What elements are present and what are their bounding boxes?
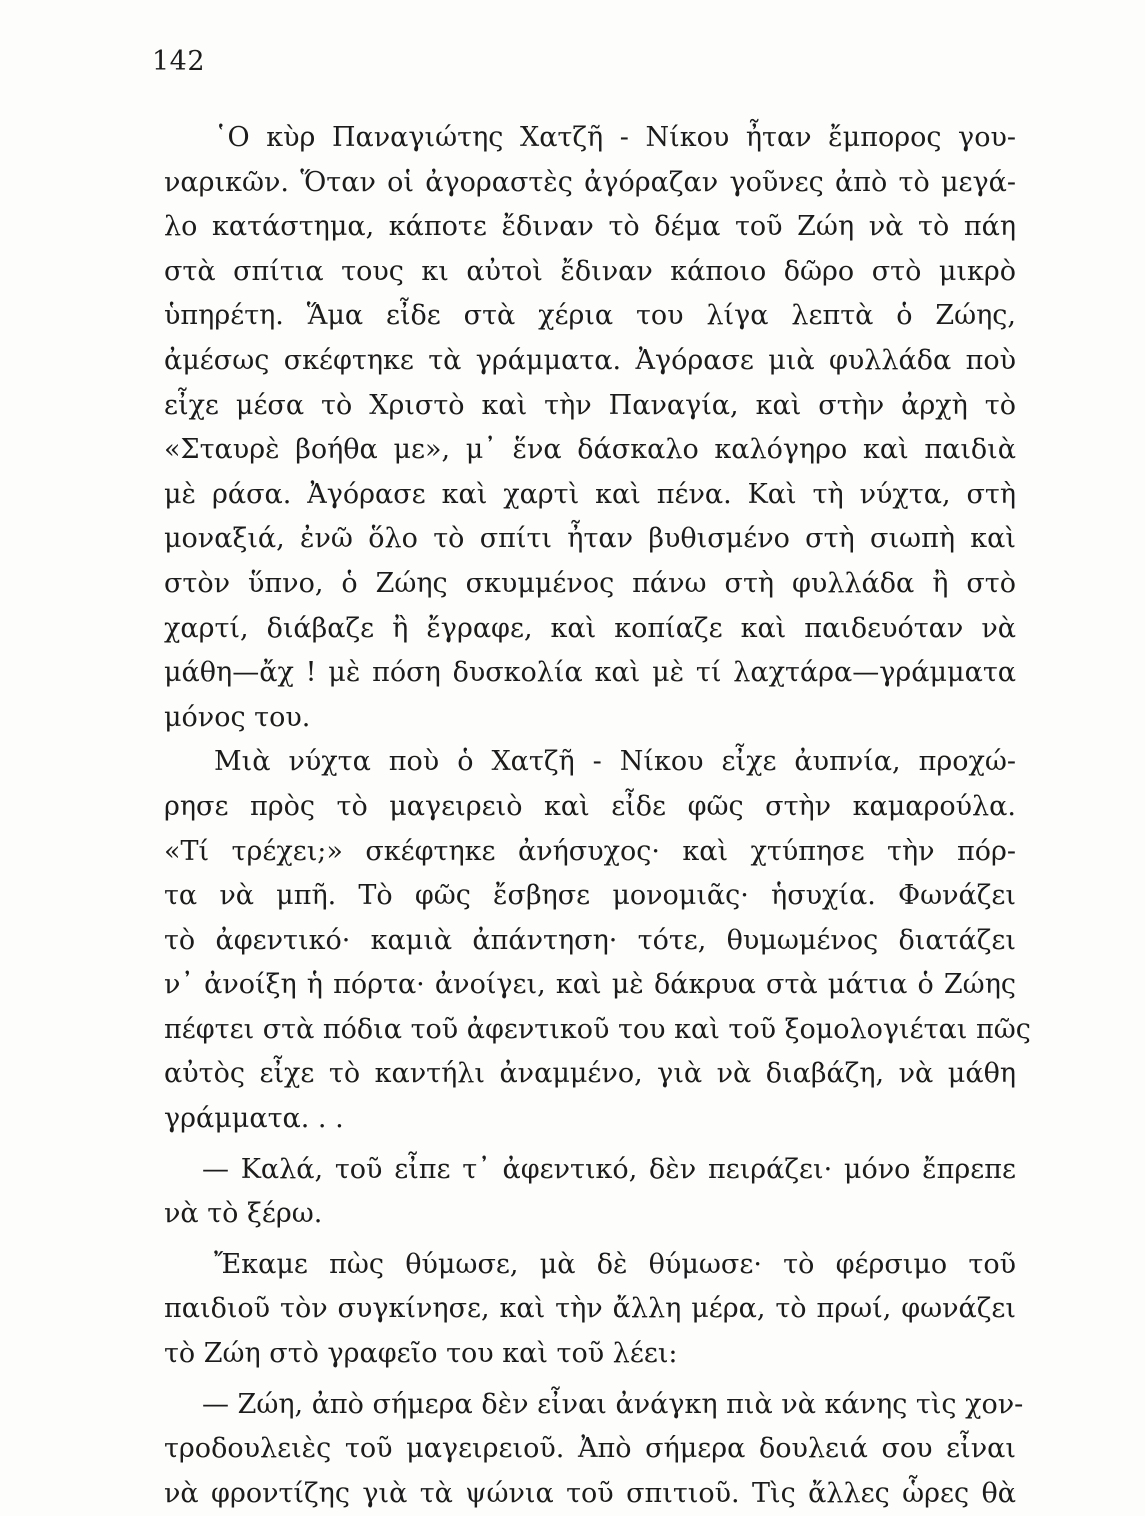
text-line: παιδιοῦ τὸν συγκίνησε, καὶ τὴν ἄλλη μέρα, τὸ πρωί, φωνάζει xyxy=(164,1293,1016,1325)
text-line: μάθη—ἄχ ! μὲ πόση δυσκολία καὶ μὲ τί λαχτάρα—γράμματα xyxy=(164,657,1016,689)
text-line: τὸ ἀφεντικό· καμιὰ ἀπάντηση· τότε, θυμωμένος διατάζει xyxy=(164,924,1016,956)
text-line: «Τί τρέχει;» σκέφτηκε ἀνήσυχος· καὶ χτύπησε τὴν πόρ- xyxy=(164,835,1016,867)
text-line: νὰ τὸ ξέρω. xyxy=(164,1198,323,1230)
text-line: αὐτὸς εἶχε τὸ καντήλι ἀναμμένο, γιὰ νὰ διαβάζη, νὰ μάθη xyxy=(164,1058,1016,1090)
text-line: — Καλά, τοῦ εἶπε τ᾿ ἀφεντικό, δὲν πειράζει· μόνο ἔπρεπε xyxy=(202,1153,1016,1185)
text-line: «Σταυρὲ βοήθα με», μ᾿ ἕνα δάσκαλο καλόγηρο καὶ παιδιὰ xyxy=(164,434,1016,466)
text-line: μόνος του. xyxy=(164,701,311,733)
text-line: πέφτει στὰ πόδια τοῦ ἀφεντικοῦ του καὶ τοῦ ξομολογιέται πῶς xyxy=(164,1013,1031,1045)
paragraph xyxy=(164,740,1031,1141)
text-line: ὑπηρέτη. Ἅμα εἶδε στὰ χέρια του λίγα λεπτὰ ὁ Ζώης, xyxy=(164,300,1016,332)
body-text xyxy=(164,116,1031,1516)
paragraph xyxy=(164,116,1016,740)
text-line: ῾Ο κὺρ Παναγιώτης Χατζῆ - Νίκου ἦταν ἔμπορος γου- xyxy=(214,122,1016,153)
text-line: γράμματα. . . xyxy=(164,1103,344,1135)
text-line: μοναξιά, ἐνῶ ὅλο τὸ σπίτι ἦταν βυθισμένο στὴ σιωπὴ καὶ xyxy=(164,523,1016,555)
text-line: χαρτί, διάβαζε ἢ ἔγραφε, καὶ κοπίαζε καὶ παιδευόταν νὰ xyxy=(164,612,1016,644)
text-line: μὲ ράσα. Ἀγόρασε καὶ χαρτὶ καὶ πένα. Καὶ τὴ νύχτα, στὴ xyxy=(164,478,1016,510)
text-line: τα νὰ μπῆ. Τὸ φῶς ἔσβησε μονομιᾶς· ἡσυχία. Φωνάζει xyxy=(164,880,1016,912)
text-line: ν᾿ ἀνοίξη ἡ πόρτα· ἀνοίγει, καὶ μὲ δάκρυα στὰ μάτια ὁ Ζώης xyxy=(164,969,1016,1001)
paragraph xyxy=(164,1148,1016,1237)
text-line: ρησε πρὸς τὸ μαγειρειὸ καὶ εἶδε φῶς στὴν καμαρούλα. xyxy=(164,790,1016,822)
text-line: Ἔκαμε πὼς θύμωσε, μὰ δὲ θύμωσε· τὸ φέρσιμο τοῦ xyxy=(214,1248,1016,1280)
text-line: — Ζώη, ἀπὸ σήμερα δὲν εἶναι ἀνάγκη πιὰ νὰ κάνης τὶς χον- xyxy=(202,1388,1024,1420)
text-line: τροδουλειὲς τοῦ μαγειρειοῦ. Ἀπὸ σήμερα δουλειά σου εἶναι xyxy=(164,1433,1016,1465)
paragraph xyxy=(164,1243,1016,1377)
page-number: 142 xyxy=(152,46,206,77)
text-line: εἶχε μέσα τὸ Χριστὸ καὶ τὴν Παναγία, καὶ στὴν ἀρχὴ τὸ xyxy=(164,389,1016,421)
paragraph xyxy=(164,1383,1024,1516)
text-line: ἀμέσως σκέφτηκε τὰ γράμματα. Ἀγόρασε μιὰ φυλλάδα ποὺ xyxy=(164,344,1016,376)
text-line: νὰ φροντίζης γιὰ τὰ ψώνια τοῦ σπιτιοῦ. Τὶς ἄλλες ὧρες θὰ xyxy=(164,1477,1016,1509)
text-line: ναρικῶν. Ὅταν οἱ ἀγοραστὲς ἀγόραζαν γοῦνες ἀπὸ τὸ μεγά- xyxy=(164,166,1016,198)
text-line: Μιὰ νύχτα ποὺ ὁ Χατζῆ - Νίκου εἶχε ἀυπνία, προχώ- xyxy=(214,746,1016,778)
text-line: λο κατάστημα, κάποτε ἔδιναν τὸ δέμα τοῦ Ζώη νὰ τὸ πάη xyxy=(164,211,1016,243)
text-line: στὰ σπίτια τους κι αὐτοὶ ἔδιναν κάποιο δῶρο στὸ μικρὸ xyxy=(164,255,1016,287)
text-line: τὸ Ζώη στὸ γραφεῖο του καὶ τοῦ λέει: xyxy=(164,1338,678,1370)
text-line: στὸν ὕπνο, ὁ Ζώης σκυμμένος πάνω στὴ φυλλάδα ἢ στὸ xyxy=(164,567,1016,599)
